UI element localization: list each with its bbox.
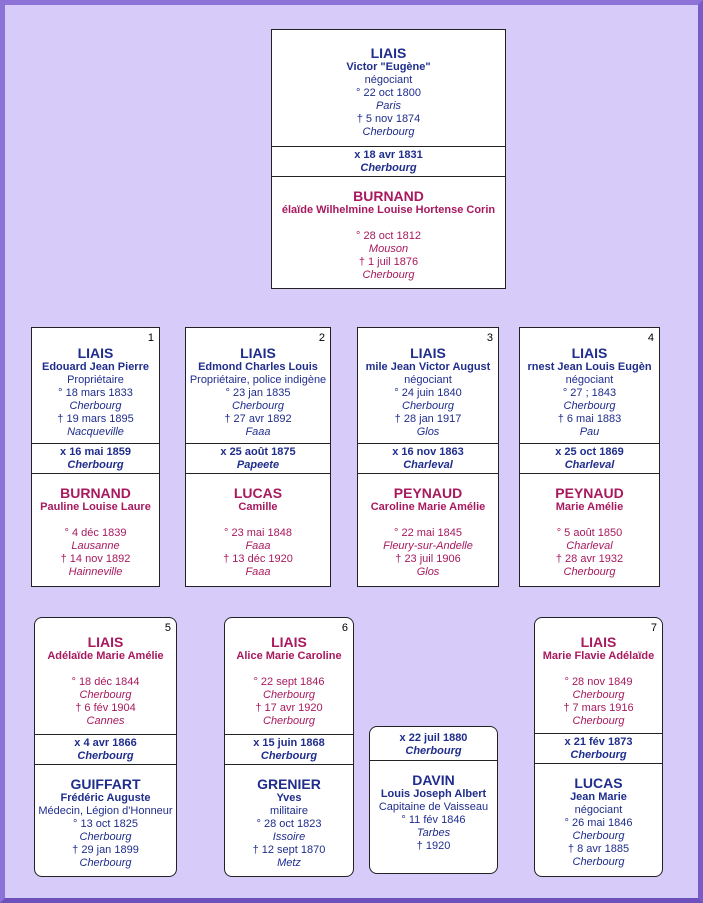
marriage-place: Cherbourg [260,750,318,762]
divider [358,473,498,474]
birth-place: Fleury-sur-Andelle [383,540,473,552]
birth-date: ° 5 août 1850 [556,527,623,539]
death-date: † 1 juil 1876 [358,256,419,268]
spouse-block [225,776,353,870]
child-number: 2 [318,332,325,344]
birth-date: ° 22 sept 1846 [253,676,325,688]
marriage-block [32,446,159,472]
death-place: Cherbourg [572,856,625,868]
spacer [32,514,159,527]
marriage-place: Cherbourg [405,745,462,757]
child-number: 1 [147,332,154,344]
birth-place: Cherbourg [263,689,315,701]
occupation: militaire [270,805,308,817]
given-name: Louis Joseph Albert [380,788,487,800]
death-place: Cherbourg [263,715,315,727]
death-date: † 8 avr 1885 [567,843,630,855]
spouse-block [520,485,659,579]
person-block [358,345,498,439]
occupation: négociant [404,374,452,386]
divider [358,443,498,444]
birth-date: ° 11 fév 1846 [401,814,466,826]
divider [35,734,176,735]
marriage-date: x 25 oct 1869 [555,446,624,458]
given-name: Camille [238,501,278,513]
birth-date: ° 28 nov 1849 [564,676,633,688]
given-name: élaïde Wilhelmine Louise Hortense Corin [281,204,496,216]
divider [32,473,159,474]
marriage-place: Cherbourg [77,750,134,762]
marriage-block [186,446,330,472]
death-place: Cannes [86,715,125,727]
person-block [520,345,659,439]
given-name: Victor "Eugène" [346,61,431,73]
marriage-block [520,446,659,472]
death-place: Cherbourg [572,715,625,727]
spacer [535,663,662,676]
given-name: Edmond Charles Louis [198,361,318,373]
birth-place: Cherbourg [402,400,454,412]
death-place: Pau [579,426,600,438]
given-name: Marie Flavie Adélaïde [542,650,655,662]
death-date: † 14 nov 1892 [60,553,131,565]
divider [35,764,176,765]
surname: LIAIS [571,345,608,361]
person-block [32,345,159,439]
child-card-2[interactable] [185,327,331,587]
death-place: Cherbourg [362,126,415,138]
birth-date: ° 18 mars 1833 [58,387,133,399]
marriage-date: x 16 mai 1859 [60,446,131,458]
given-name: Adélaïde Marie Amélie [47,650,164,662]
spacer [520,514,659,527]
marriage-block [535,736,662,762]
surname: GUIFFART [70,776,141,792]
birth-date: ° 26 mai 1846 [564,817,633,829]
birth-date: ° 28 oct 1823 [256,818,322,830]
marriage-place: Papeete [236,459,280,471]
husband-block [272,45,505,139]
surname: DAVIN [412,772,455,788]
spacer [358,514,498,527]
death-place: Nacqueville [67,426,124,438]
birth-place: Cherbourg [572,830,625,842]
death-date: † 5 nov 1874 [356,113,421,125]
given-name: Pauline Louise Laure [40,501,151,513]
death-date: † 12 sept 1870 [252,844,326,856]
birth-place: Charleval [566,540,613,552]
marriage-date: x 16 nov 1863 [392,446,464,458]
divider [272,146,505,147]
given-name: Yves [276,792,302,804]
child-card-3[interactable] [357,327,499,587]
birth-place: Cherbourg [572,689,625,701]
surname: BURNAND [353,188,424,204]
surname: LIAIS [77,345,114,361]
surname: LIAIS [240,345,276,361]
divider [186,473,330,474]
birth-place: Paris [375,100,402,112]
birth-place: Cherbourg [563,400,616,412]
birth-date: ° 28 oct 1812 [356,230,421,242]
birth-date: ° 22 mai 1845 [394,527,462,539]
marriage-block [225,737,353,763]
birth-date: ° 24 juin 1840 [394,387,462,399]
death-date: † 27 avr 1892 [224,413,292,425]
spouse-block [35,776,176,870]
root-couple-card[interactable] [271,29,506,289]
surname: LUCAS [574,775,623,791]
death-date: † 28 avr 1932 [555,553,624,565]
spacer [186,514,330,527]
marriage-date: x 22 juil 1880 [399,732,468,744]
occupation: Propriétaire, police indigène [189,374,327,386]
child-card-5[interactable] [34,617,177,877]
divider [32,443,159,444]
surname: LUCAS [233,485,283,501]
surname: LIAIS [271,634,307,650]
given-name: Jean Marie [570,791,627,803]
marriage-place: Charleval [403,459,453,471]
death-place: Faaa [245,566,271,578]
divider [535,763,662,764]
surname: LIAIS [580,634,617,650]
divider [272,176,505,177]
marriage-date: x 15 juin 1868 [253,737,325,749]
occupation: Médecin, Légion d'Honneur [38,805,173,817]
surname: GRENIER [257,776,321,792]
divider [535,733,662,734]
surname: LIAIS [410,345,446,361]
marriage-date: x 4 avr 1866 [74,737,137,749]
birth-date: ° 27 ; 1843 [562,387,617,399]
remarriage-card[interactable] [369,726,498,874]
given-name: rnest Jean Louis Eugèn [527,361,652,373]
marriage-place: Cherbourg [360,162,417,174]
marriage-block [370,732,497,758]
death-date: † 1920 [416,840,451,852]
given-name: Marie Amélie [555,501,624,513]
spouse-block [370,772,497,853]
child-number: 7 [650,622,657,634]
occupation: négociant [565,374,614,386]
death-place: Glos [416,426,440,438]
marriage-date: x 21 fév 1873 [564,736,633,748]
birth-place: Cherbourg [79,689,132,701]
person-block [35,634,176,728]
divider [225,764,353,765]
person-block [535,634,662,728]
birth-place: Cherbourg [69,400,122,412]
birth-date: ° 13 oct 1825 [73,818,138,830]
birth-place: Tarbes [416,827,451,839]
given-name: Caroline Marie Amélie [370,501,486,513]
death-place: Cherbourg [563,566,616,578]
death-place: Metz [277,857,301,869]
divider [370,760,497,761]
occupation: négociant [574,804,623,816]
given-name: Frédéric Auguste [60,792,151,804]
death-place: Cherbourg [79,857,132,869]
marriage-date: x 25 août 1875 [220,446,296,458]
death-date: † 13 déc 1920 [223,553,293,565]
wife-block [272,188,505,282]
birth-date: ° 18 déc 1844 [71,676,140,688]
birth-place: Mouson [368,243,409,255]
death-date: † 23 juil 1906 [395,553,461,565]
marriage-place: Cherbourg [570,749,627,761]
person-block [186,345,330,439]
birth-place: Issoire [272,831,306,843]
death-date: † 28 jan 1917 [394,413,462,425]
surname: PEYNAUD [393,485,463,501]
spouse-block [535,775,662,869]
marriage-block [35,737,176,763]
birth-date: ° 22 oct 1800 [356,87,421,99]
death-date: † 7 mars 1916 [563,702,634,714]
death-date: † 19 mars 1895 [57,413,134,425]
surname: BURNAND [60,485,131,501]
child-number: 4 [647,332,654,344]
death-place: Hainneville [68,566,123,578]
birth-date: ° 4 déc 1839 [64,527,127,539]
surname: LIAIS [87,634,124,650]
death-place: Cherbourg [362,269,415,281]
surname: PEYNAUD [555,485,624,501]
spouse-block [32,485,159,579]
marriage-date: x 18 avr 1831 [354,149,423,161]
birth-place: Cherbourg [79,831,132,843]
child-number: 5 [164,622,171,634]
given-name: Alice Marie Caroline [236,650,342,662]
divider [225,734,353,735]
spacer [35,663,176,676]
marriage-place: Cherbourg [67,459,124,471]
spacer [225,663,353,676]
given-name: Edouard Jean Pierre [42,361,149,373]
occupation: négociant [364,74,413,86]
birth-place: Lausanne [71,540,120,552]
child-card-4[interactable] [519,327,660,587]
occupation: Propriétaire [67,374,124,386]
death-place: Faaa [245,426,271,438]
person-block [225,634,353,728]
spouse-block [358,485,498,579]
child-card-1[interactable] [31,327,160,587]
spacer [272,217,505,230]
marriage-block [272,149,505,175]
death-date: † 6 fév 1904 [75,702,136,714]
child-number: 3 [486,332,493,344]
surname: LIAIS [370,45,407,61]
birth-date: ° 23 jan 1835 [225,387,291,399]
divider [186,443,330,444]
marriage-block [358,446,498,472]
child-card-6[interactable] [224,617,354,877]
death-date: † 29 jan 1899 [72,844,139,856]
death-date: † 17 avr 1920 [255,702,323,714]
child-number: 6 [341,622,348,634]
occupation: Capitaine de Vaisseau [378,801,489,813]
death-place: Glos [416,566,440,578]
birth-place: Cherbourg [232,400,284,412]
given-name: mile Jean Victor August [365,361,491,373]
marriage-place: Charleval [564,459,615,471]
death-date: † 6 mai 1883 [557,413,622,425]
child-card-7[interactable] [534,617,663,877]
divider [520,443,659,444]
birth-date: ° 23 mai 1848 [224,527,292,539]
spouse-block [186,485,330,579]
divider [520,473,659,474]
birth-place: Faaa [245,540,271,552]
